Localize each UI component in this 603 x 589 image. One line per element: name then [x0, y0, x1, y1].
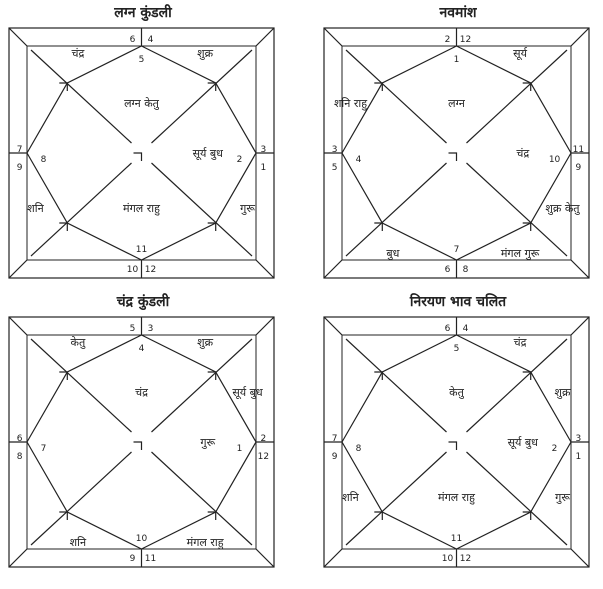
house-number: 10	[126, 265, 139, 275]
house-number: 2	[236, 155, 243, 165]
planet-label: मंगल राहु	[438, 491, 475, 504]
house-number: 3	[260, 145, 267, 155]
planet-label: मंगल राहु	[123, 202, 160, 215]
planet-label: शुक्र	[197, 47, 214, 60]
planet-label: बुध	[386, 247, 400, 260]
chart-title: चंद्र कुंडली	[116, 294, 170, 310]
planet-label: गुरू	[240, 202, 255, 215]
planet-label: केतु	[70, 336, 86, 349]
house-number: 11	[572, 145, 585, 155]
planet-label: चंद्र	[135, 386, 148, 399]
planet-label: मंगल राहु	[186, 536, 224, 549]
planet-label: शनि राहु	[333, 97, 368, 110]
house-number: 11	[450, 534, 463, 544]
planet-label: चंद्र	[516, 147, 530, 160]
house-number: 7	[40, 444, 47, 454]
diagonal-lines	[9, 28, 274, 278]
planet-label: शुक्र	[197, 336, 214, 349]
house-number: 7	[453, 245, 460, 255]
house-number: 12	[257, 452, 270, 462]
house-number: 9	[575, 163, 582, 173]
house-number: 7	[331, 434, 338, 444]
planet-label: लग्न	[448, 97, 465, 110]
house-number: 4	[138, 344, 145, 354]
house-number: 6	[16, 434, 23, 444]
diagonal-lines	[9, 317, 274, 567]
house-number: 5	[331, 163, 338, 173]
house-number: 1	[260, 163, 267, 173]
house-number: 6	[129, 35, 136, 45]
chart-bhava-chalit	[318, 292, 598, 577]
chart-grid	[318, 23, 598, 288]
house-number: 11	[144, 554, 157, 564]
house-number: 2	[444, 35, 451, 45]
house-number: 4	[147, 35, 154, 45]
chart-lagna-kundali	[3, 3, 283, 288]
diagonal-lines	[324, 317, 589, 567]
planet-label: केतु	[449, 386, 464, 399]
planet-label: चंद्र	[513, 336, 527, 349]
chart-chandra-kundali	[3, 292, 283, 577]
planet-label: गुरू	[555, 491, 570, 504]
planet-label: सूर्य	[513, 47, 528, 60]
planet-label: चंद्र	[71, 47, 85, 60]
chart-title: नवमांश	[439, 5, 477, 21]
planet-label: शुक्र केतु	[545, 202, 580, 215]
house-number: 9	[331, 452, 338, 462]
house-number: 8	[462, 265, 469, 275]
house-number: 11	[135, 245, 148, 255]
planet-label: शुक्र	[554, 386, 571, 399]
chart-grid	[3, 312, 283, 577]
planet-label: शनि	[27, 202, 44, 215]
house-number: 9	[16, 163, 23, 173]
house-number: 12	[459, 554, 472, 564]
house-number: 1	[575, 452, 582, 462]
house-number: 6	[444, 324, 451, 334]
planet-label: सूर्य बुध	[192, 147, 223, 160]
house-number: 6	[444, 265, 451, 275]
planet-label: मंगल गुरू	[500, 247, 540, 260]
planet-label: शनि	[342, 491, 359, 504]
house-number: 3	[147, 324, 154, 334]
chart-grid	[3, 23, 283, 288]
chart-title: निरयण भाव चलित	[409, 294, 507, 310]
diagonal-lines	[324, 28, 589, 278]
house-number: 9	[129, 554, 136, 564]
house-number: 12	[144, 265, 157, 275]
house-number: 7	[16, 145, 23, 155]
chart-title: लग्न कुंडली	[114, 5, 172, 21]
planet-label: सूर्य बुध	[507, 436, 538, 449]
house-number: 10	[441, 554, 454, 564]
house-number: 3	[331, 145, 338, 155]
planet-label: शनि	[69, 536, 87, 549]
house-number: 5	[453, 344, 460, 354]
planet-label: सूर्य बुध	[232, 386, 263, 399]
house-number: 12	[459, 35, 472, 45]
house-number: 8	[40, 155, 47, 165]
house-number: 8	[355, 444, 362, 454]
house-number: 3	[575, 434, 582, 444]
house-number: 4	[462, 324, 469, 334]
chart-grid	[318, 312, 598, 577]
house-number: 10	[548, 155, 561, 165]
planet-label: गुरू	[200, 436, 216, 449]
house-number: 10	[135, 534, 148, 544]
house-number: 5	[138, 55, 145, 65]
house-number: 8	[16, 452, 23, 462]
house-number: 1	[453, 55, 460, 65]
planet-label: लग्न केतु	[124, 97, 159, 110]
house-number: 1	[236, 444, 243, 454]
house-number: 2	[551, 444, 558, 454]
house-number: 5	[129, 324, 136, 334]
chart-navamsha	[318, 3, 598, 288]
house-number: 2	[260, 434, 267, 444]
house-number: 4	[355, 155, 362, 165]
